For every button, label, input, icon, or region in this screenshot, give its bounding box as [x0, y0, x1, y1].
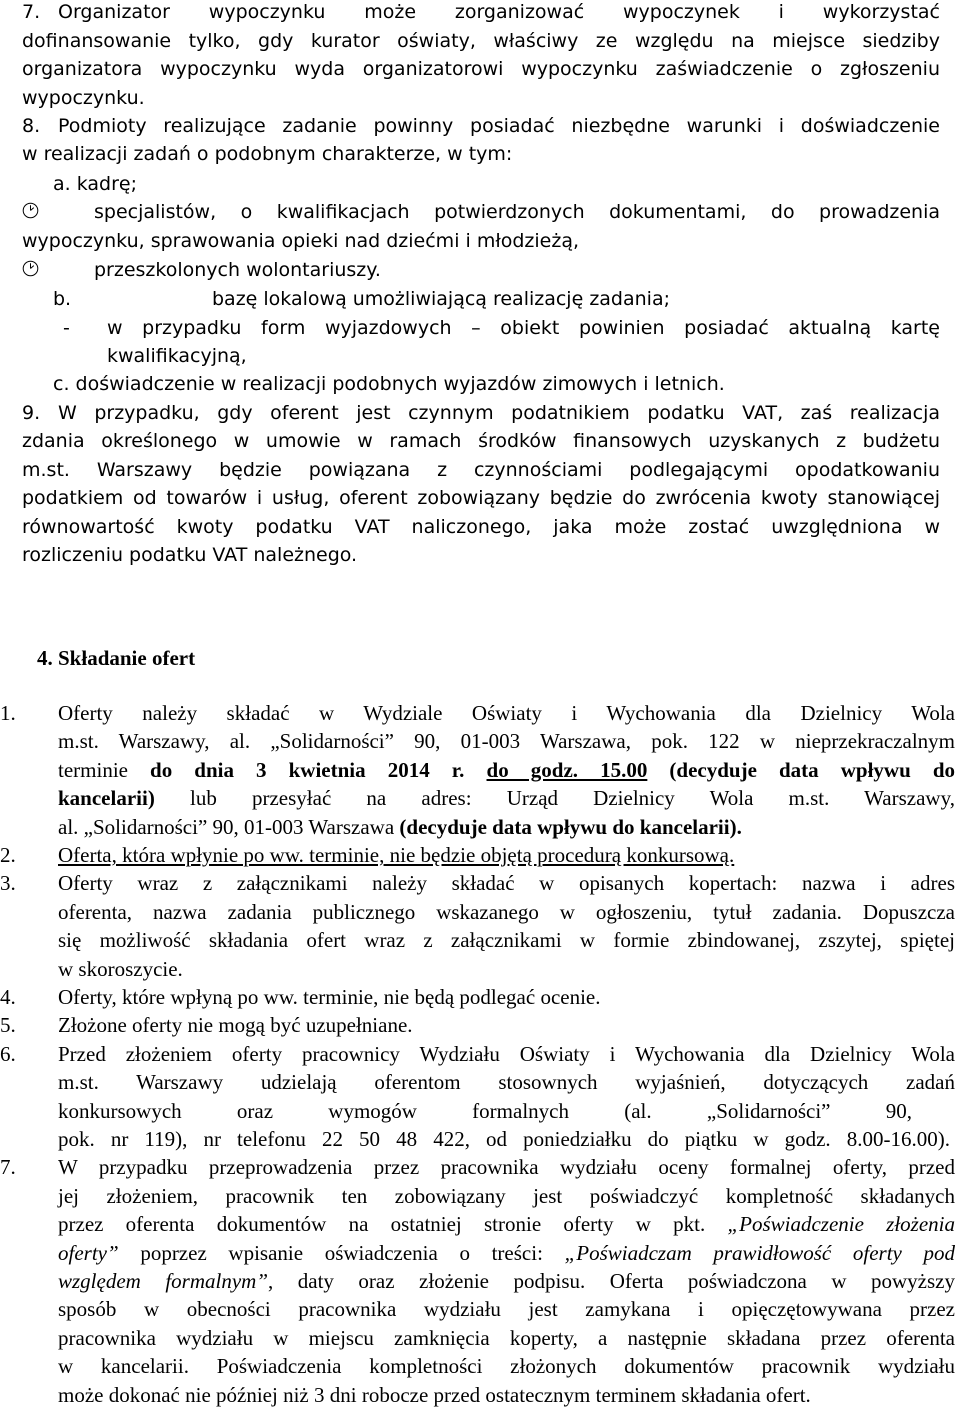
item4-text: Oferty, które wpłyną po ww. terminie, nie będą podlegać ocenie.: [58, 985, 601, 1009]
p9-line: m.st. Warszawy będzie powiązana z czynnościami podlegającymi opodatkowaniu: [22, 459, 940, 481]
dash-marker: -: [63, 317, 70, 339]
p7-line: organizatora wypoczynku wyda organizatorowi wypoczynku zaświadczenie o zgłoszeniu: [22, 58, 940, 80]
item7-quote: względem formalnym”: [58, 1269, 268, 1293]
item-number: 2.: [0, 843, 16, 867]
item7-line: W przypadku przeprowadzenia przez pracownika wydziału oceny formalnej oferty, przed: [58, 1155, 955, 1179]
p8-item-b: bazę lokalową umożliwiającą realizację zadania;: [212, 288, 671, 310]
item6-line: konkursowych oraz wymogów formalnych (al. „Solidarności” 90,: [58, 1099, 912, 1123]
bullet-specialists-cont: wypoczynku, sprawowania opieki nad dziećmi i młodzieżą,: [22, 230, 580, 252]
p9-number: 9.: [22, 402, 41, 424]
p8-line: w realizacji zadań o podobnym charakterze, w tym:: [22, 143, 513, 165]
item1-line: Oferty należy składać w Wydziale Oświaty i Wychowania dla Dzielnicy Wola: [58, 701, 955, 725]
item2-text: Oferta, która wpłynie po ww. terminie, nie będzie objętą procedurą konkursową.: [58, 843, 735, 867]
deadline-time: do godz. 15.00: [486, 758, 648, 782]
p8-number: 8.: [22, 115, 41, 137]
item7-text: , daty oraz złożenie podpisu. Oferta poświadczona w powyższy: [268, 1269, 955, 1293]
item1-line: [58, 760, 955, 781]
item-number: 1.: [0, 701, 16, 725]
deadline-note: (decyduje data wpływu do: [669, 758, 955, 782]
p8-item-b-label: b.: [53, 288, 72, 310]
item3-line: oferenta, nazwa zadania publicznego wskazanego w ogłoszeniu, tytuł zadania. Dopuszcza: [58, 900, 955, 924]
item-number: 7.: [0, 1155, 16, 1179]
item1-line: [58, 788, 955, 809]
item7-line: [58, 1271, 955, 1292]
p9-line: równowartość kwoty podatku VAT naliczonego, jaka może zostać uwzględniona w: [22, 516, 940, 538]
p7-number: 7.: [22, 1, 41, 23]
p7-line: dofinansowanie tylko, gdy kurator oświaty, właściwy ze względu na miejsce siedziby: [22, 30, 940, 52]
deadline-note-end: kancelarii): [58, 786, 155, 810]
item7-line: pracownika wydziału w miejscu zamknięcia koperty, a następnie składana przez oferenta: [58, 1326, 955, 1350]
item7-line: sposób w obecności pracownika wydziału jest zamykana i opięczętowywana przez: [58, 1297, 955, 1321]
clock-bullet-icon: [22, 260, 39, 277]
p8-item-a: a. kadrę;: [53, 173, 137, 195]
item7-line: jej złożeniem, pracownik ten zobowiązany jest poświadczyć kompletność składanych: [58, 1184, 955, 1208]
item1-address: al. „Solidarności” 90, 01-003 Warszawa: [58, 815, 400, 839]
item7-line: w kancelarii. Poświadczenia kompletności złożonych dokumentów pracownik wydziału: [58, 1354, 955, 1378]
item7-line: [58, 1214, 955, 1235]
item7-text: przez oferenta dokumentów na ostatniej stronie oferty w pkt.: [58, 1212, 728, 1236]
item1-note: (decyduje data wpływu do kancelarii).: [399, 815, 742, 839]
item-number: 3.: [0, 871, 16, 895]
item1-text: lub przesyłać na adres: Urząd Dzielnicy Wola m.st. Warszawy,: [154, 786, 955, 810]
p8-line: Podmioty realizujące zadanie powinny posiadać niezbędne warunki i doświadczenie: [58, 115, 940, 137]
item1-text: terminie: [58, 758, 151, 782]
clock-bullet-icon: [22, 202, 39, 219]
item7-quote: „Poświadczenie złożenia: [727, 1212, 956, 1236]
item7-line: [58, 1243, 955, 1264]
p7-line: wypoczynku.: [22, 87, 145, 109]
item3-line: Oferty wraz z załącznikami należy składać w opisanych kopertach: nazwa i adres: [58, 871, 955, 895]
item6-line: Przed złożeniem oferty pracownicy Wydziału Oświaty i Wychowania dla Dzielnicy Wola: [58, 1042, 955, 1066]
item5-text: Złożone oferty nie mogą być uzupełniane.: [58, 1013, 413, 1037]
item7-text: poprzez wpisanie oświadczenia o treści:: [118, 1241, 565, 1265]
item7-line: może dokonać nie później niż 3 dni robocze przed ostatecznym terminem składania ofert.: [58, 1383, 811, 1407]
dash-item: w przypadku form wyjazdowych – obiekt powinien posiadać aktualną kartę: [107, 317, 940, 339]
item1-line: [58, 817, 742, 838]
item7-quote: „Poświadczam prawidłowość oferty pod: [564, 1241, 955, 1265]
deadline-date: do dnia 3 kwietnia 2014 r.: [150, 758, 465, 782]
item-number: 6.: [0, 1042, 16, 1066]
p8-item-c: c. doświadczenie w realizacji podobnych wyjazdów zimowych i letnich.: [53, 373, 725, 395]
dash-item-cont: kwalifikacyjną,: [107, 345, 247, 367]
item7-quote: oferty”: [58, 1241, 119, 1265]
p9-line: zdania określonego w umowie w ramach środków finansowych uzyskanych z budżetu: [22, 430, 940, 452]
item3-line: się możliwość składania ofert wraz z załącznikami w formie zbindowanej, zszytej, spiętej: [58, 928, 955, 952]
bullet-specialists: specjalistów, o kwalifikacjach potwierdzonych dokumentami, do prowadzenia: [94, 201, 940, 223]
section-heading: 4. Składanie ofert: [37, 646, 196, 670]
bullet-volunteers: przeszkolonych wolontariuszy.: [94, 259, 381, 281]
item-number: 5.: [0, 1013, 16, 1037]
p9-line: W przypadku, gdy oferent jest czynnym podatnikiem podatku VAT, zaś realizacja: [58, 402, 940, 424]
p7-line: Organizator wypoczynku może zorganizować wypoczynek i wykorzystać: [58, 1, 940, 23]
item1-line: m.st. Warszawy, al. „Solidarności” 90, 01-003 Warszawa, pok. 122 w nieprzekraczalnym: [58, 729, 955, 753]
p9-line: rozliczeniu podatku VAT należnego.: [22, 544, 358, 566]
item3-line: w skoroszycie.: [58, 957, 183, 981]
item6-line: pok. nr 119), nr telefonu 22 50 48 422, od poniedziałku do piątku w godz. 8.00-16.00).: [58, 1127, 950, 1151]
item6-line: m.st. Warszawy udzielają oferentom stosownych wyjaśnień, dotyczących zadań: [58, 1070, 955, 1094]
item-number: 4.: [0, 985, 16, 1009]
p9-line: podatkiem od towarów i usług, oferent zobowiązany będzie do zwrócenia kwoty stanowiącej: [22, 487, 940, 509]
